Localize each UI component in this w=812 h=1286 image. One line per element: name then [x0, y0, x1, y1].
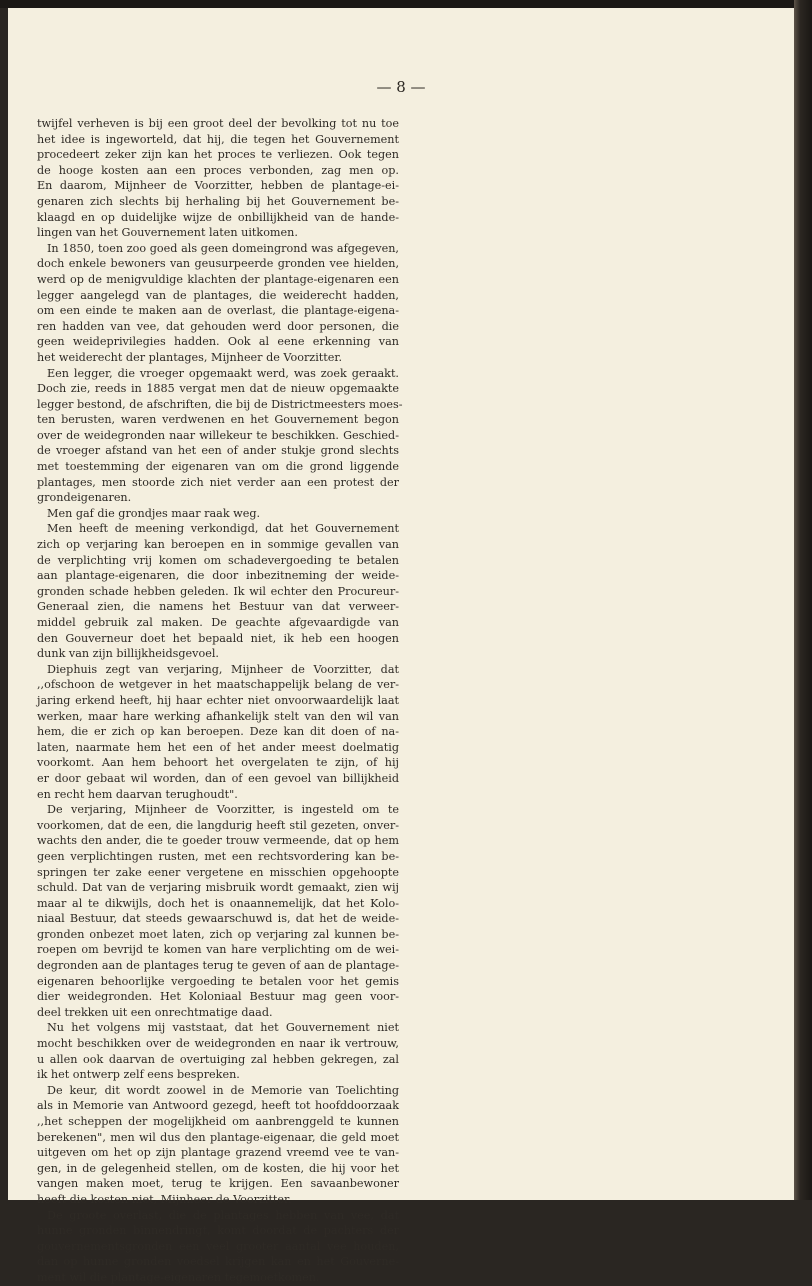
text-line: de verplichting vrij komen om schadevergoeding te betalen	[37, 553, 399, 567]
text-line: ,,ofschoon de wetgever in het maatschappelijk belang de ver-	[37, 678, 399, 692]
text-line: maar al te dikwijls, doch het is onaannemelijk, dat het Kolo-	[37, 896, 399, 910]
text-line: geen verplichtingen rusten, met een rechtsvordering kan be-	[37, 849, 399, 863]
text-line: jaring erkend heeft, hij haar echter niet onvoorwaardelijk laat	[37, 693, 399, 707]
text-line: niaal Bestuur, dat steeds gewaarschuwd is, dat het de weide-	[37, 912, 399, 926]
paragraph	[37, 506, 399, 522]
paragraph	[37, 521, 399, 661]
scan-top-edge	[0, 0, 812, 8]
text-line: legger bestond, de afschriften, die bij de Districtmeesters moes-	[37, 397, 403, 411]
text-line: berekenen", men wil dus den plantage-eigenaar, die geld moet	[37, 1130, 399, 1144]
text-line: legger aangelegd van de plantages, die weiderecht hadden,	[37, 288, 399, 302]
text-line: springen ter zake eener vergetene en misschien opgehoopte	[37, 865, 399, 879]
text-line: Men gaf die grondjes maar raak weg.	[47, 506, 261, 520]
text-line: ment wil die plantage-eigenaren tegemoetkomen.	[37, 1270, 320, 1284]
text-line: werken, maar hare werking afhankelijk stelt van den wil van	[37, 709, 399, 723]
paragraph	[37, 802, 399, 1020]
text-line: dunk van zijn billijkheidsgevoel.	[37, 647, 219, 661]
text-line: gronden onbezet moet laten, zich op verjaring zal kunnen be-	[37, 927, 399, 941]
body-text	[37, 116, 403, 1286]
text-line: De groote overlast, die de plantages hebben van vee, dat	[47, 1208, 399, 1222]
text-line: hunne gronden binnendringt, komt doordat de pachters der	[37, 1224, 399, 1238]
text-line: schuld. Dat van de verjaring misbruik wordt gemaakt, zien wij	[37, 881, 399, 895]
text-line: wachts den ander, die te goeder trouw vermeende, dat op hem	[37, 834, 399, 848]
paragraph	[37, 116, 399, 241]
text-line: procedeert zeker zijn kan het proces te verliezen. Ook tegen	[37, 148, 399, 162]
text-line: uitgeven om het op zijn plantage grazend vreemd vee te van-	[37, 1146, 399, 1160]
text-line: en recht hem daarvan terughoudt".	[37, 787, 238, 801]
text-line: de vroeger afstand van het een of ander stukje grond slechts	[37, 444, 399, 458]
text-line: lingen van het Gouvernement laten uitkomen.	[37, 226, 298, 240]
text-line: Een legger, die vroeger opgemaakt werd, was zoek geraakt.	[47, 366, 399, 380]
text-line: dan op hunne gronden voedsel krijgen kan en het Gouverne-	[37, 1255, 399, 1269]
text-line: het idee is ingeworteld, dat hij, die tegen het Gouvernement	[37, 132, 399, 146]
text-line: het weiderecht der plantages, Mijnheer de Voorzitter.	[37, 350, 343, 364]
text-line: degronden aan de plantages terug te geven of aan de plantage-	[37, 959, 399, 973]
text-line: Nu het volgens mij vaststaat, dat het Gouvernement niet	[47, 1021, 399, 1035]
text-line: de hooge kosten aan een proces verbonden, zag men op.	[37, 163, 399, 177]
text-line: met toestemming der eigenaren van om die grond liggende	[37, 460, 399, 474]
document-page	[8, 8, 794, 1284]
paragraph	[37, 366, 403, 506]
text-line: als in Memorie van Antwoord gezegd, heeft tot hoofddoorzaak	[37, 1099, 399, 1113]
text-line: u allen ook daarvan de overtuiging zal hebben gekregen, zal	[37, 1052, 399, 1066]
text-line: laten, naarmate hem het een of het ander meest doelmatig	[37, 740, 399, 754]
paragraph	[37, 1020, 399, 1082]
text-line: werd op de menigvuldige klachten der plantage-eigenaren een	[37, 272, 399, 286]
text-line: aan plantage-eigenaren, die door inbezitneming der weide-	[37, 569, 399, 583]
text-line: ,,het scheppen der mogelijkheid om aanbrenggeld te kunnen	[37, 1115, 399, 1128]
text-line: middel gebruik zal maken. De geachte afgevaardigde van	[37, 616, 399, 629]
paragraph	[37, 1083, 399, 1208]
text-line: voorkomen, dat de een, die langdurig heeft stil gezeten, onver-	[37, 818, 399, 832]
text-line: De keur, dit wordt zoowel in de Memorie van Toelichting	[47, 1083, 399, 1097]
text-line: genaren zich slechts bij herhaling bij het Gouvernement be-	[37, 194, 399, 208]
text-line: dier weidegronden. Het Koloniaal Bestuur mag geen voor-	[37, 990, 399, 1004]
text-line: In 1850, toen zoo goed als geen domeingrond was afgegeven,	[47, 241, 399, 255]
page-number: — 8 —	[376, 78, 426, 96]
text-line: over de weidegronden naar willekeur te beschikken. Geschied-	[37, 428, 399, 442]
text-line: ik het ontwerp zelf eens bespreken.	[37, 1068, 240, 1082]
text-line: De verjaring, Mijnheer de Voorzitter, is ingesteld om te	[47, 803, 399, 817]
text-line: hem, die er zich op kan beroepen. Deze kan dit doen of na-	[37, 725, 399, 739]
text-line: klaagd en op duidelijke wijze de onbillijkheid van de hande-	[37, 210, 399, 224]
text-line: deel trekken uit een onrechtmatige daad.	[37, 1005, 273, 1019]
text-line: om een einde te maken aan de overlast, die plantage-eigena-	[37, 304, 399, 318]
text-line: twijfel verheven is bij een groot deel der bevolking tot nu toe	[37, 117, 399, 130]
paragraph	[37, 241, 399, 366]
text-line: gronden schade hebben geleden. Ik wil echter den Procureur-	[37, 584, 399, 598]
text-line: geen weideprivilegies hadden. Ook al eene erkenning van	[37, 335, 399, 349]
text-line: grondeigenaren.	[37, 491, 132, 505]
paragraph	[37, 662, 399, 802]
scan-binding-edge	[794, 0, 812, 1200]
text-line: ren hadden van vee, dat gehouden werd door personen, die	[37, 319, 399, 333]
paragraph	[37, 1208, 399, 1286]
text-line: gouvernementsgronden een veel grooter aantal vee houden,	[37, 1239, 399, 1253]
text-line: gen, in de gelegenheid stellen, om de kosten, die hij voor het	[37, 1161, 399, 1175]
text-line: En daarom, Mijnheer de Voorzitter, hebben de plantage-ei-	[37, 179, 399, 193]
text-line: Men heeft de meening verkondigd, dat het Gouvernement	[47, 522, 399, 536]
text-line: heeft die kosten niet, Mijnheer de Voorzitter.	[37, 1192, 292, 1206]
text-line: den Gouverneur doet het bepaald niet, ik heb een hoogen	[37, 631, 399, 645]
text-line: mocht beschikken over de weidegronden en naar ik vertrouw,	[37, 1037, 399, 1051]
text-line: plantages, men stoorde zich niet verder aan een protest der	[37, 475, 399, 489]
text-line: Doch zie, reeds in 1885 vergat men dat de nieuw opgemaakte	[37, 382, 399, 396]
text-line: Diephuis zegt van verjaring, Mijnheer de Voorzitter, dat	[47, 662, 399, 676]
text-line: doch enkele bewoners van geusurpeerde gronden vee hielden,	[37, 257, 399, 271]
text-line: zich op verjaring kan beroepen en in sommige gevallen van	[37, 538, 399, 552]
text-line: roepen om bevrijd te komen van hare verplichting om de wei-	[37, 943, 399, 957]
text-line: vangen maken moet, terug te krijgen. Een savaanbewoner	[37, 1177, 399, 1191]
text-line: Generaal zien, die namens het Bestuur van dat verweer-	[37, 600, 399, 614]
text-line: ten berusten, waren verdwenen en het Gouvernement begon	[37, 413, 399, 427]
text-line: er door gebaat wil worden, dan of een gevoel van billijkheid	[37, 771, 399, 785]
text-line: eigenaren behoorlijke vergoeding te betalen voor het gemis	[37, 974, 399, 988]
text-line: voorkomt. Aan hem behoort het overgelaten te zijn, of hij	[37, 756, 399, 770]
